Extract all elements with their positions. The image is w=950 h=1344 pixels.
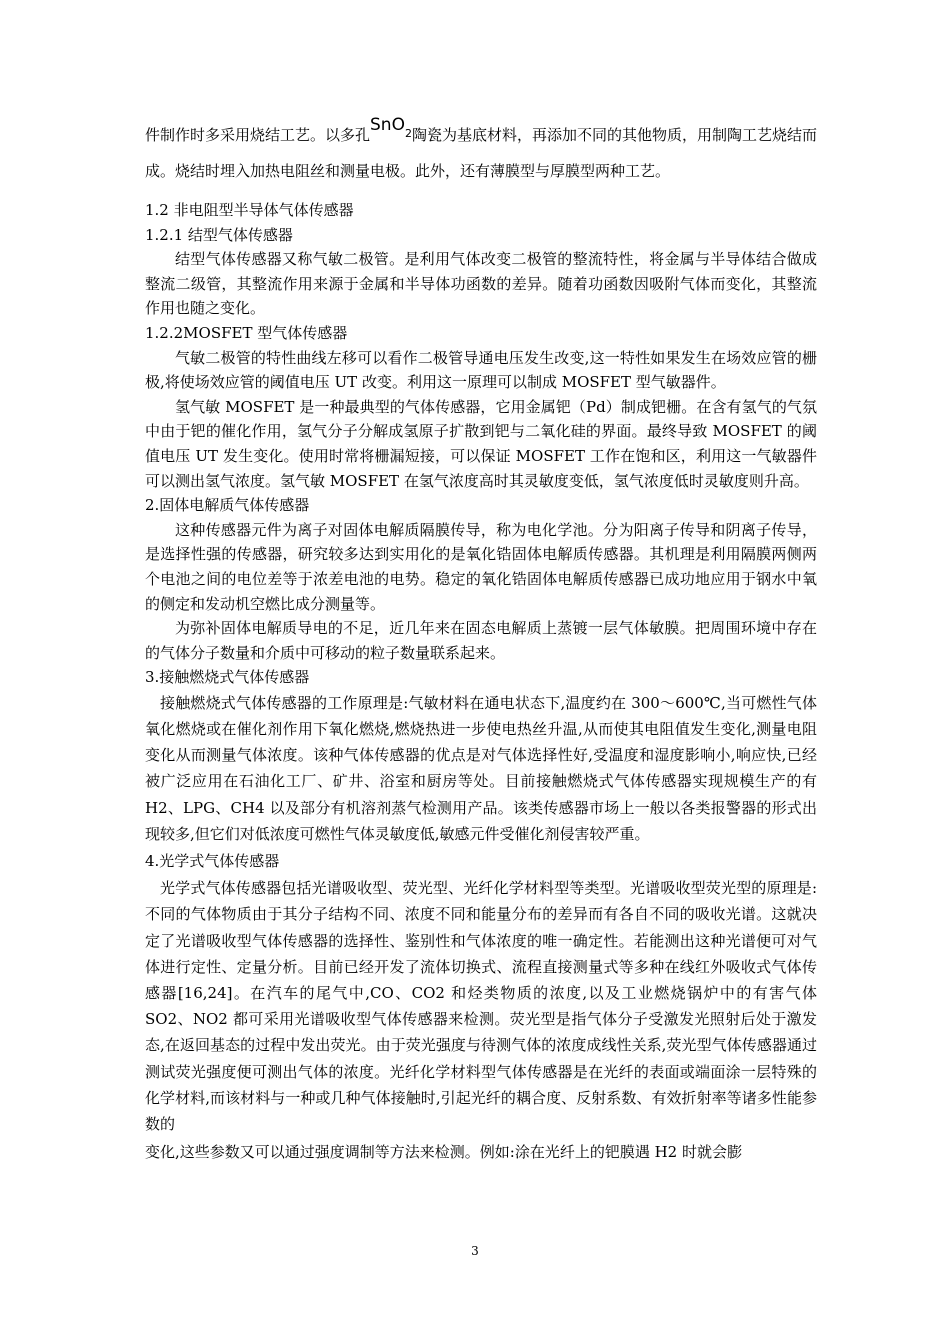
page-number: 3 xyxy=(471,1244,479,1258)
paragraph-junction-sensor: 结型气体传感器又称气敏二极管。是利用气体改变二极管的整流特性，将金属与半导体结合做成整流二级管，其整流作用来源于金属和半导体功函数的差异。随着功函数因吸附气体而变化，其整流作用也随之变化。 xyxy=(145,250,817,318)
formula-main: SnO xyxy=(370,115,405,135)
paragraph-text: 件制作时多采用烧结工艺。以多孔 xyxy=(145,126,371,144)
heading-1-2-2: 1.2.2MOSFET 型气体传感器 xyxy=(145,323,348,342)
paragraph-mosfet-principle: 气敏二极管的特性曲线左移可以看作二极管导通电压发生改变,这一特性如果发生在场效应管的栅极,将使场效应管的阈值电压 UT 改变。利用这一原理可以制成 MOSFET 型气敏器件。 xyxy=(145,348,817,392)
heading-3: 3.接触燃烧式气体传感器 xyxy=(145,668,310,687)
formula-subscript: 2 xyxy=(404,127,412,140)
paragraph-solid-electrolyte-film: 为弥补固体电解质导电的不足，近几年来在固态电解质上蒸镀一层气体敏膜。把周围环境中存在的气体分子数量和介质中可移动的粒子数量联系起来。 xyxy=(145,619,817,662)
heading-1-2: 1.2 非电阻型半导体气体传感器 xyxy=(145,201,354,219)
paragraph-hydrogen-mosfet: 氢气敏 MOSFET 是一种最典型的气体传感器，它用金属钯（Pd）制成钯栅。在含有氢气的气氛中由于钯的催化作用，氢气分子分解成氢原子扩散到钯与二氧化硅的界面。最终导致 MOSFET 的阈值电压 UT 发生变化。使用时常将栅漏短接，可以保证 MOSFET 工作在饱和区，利用这一气敏器件可以测出氢气浓度。氢气敏 MOSFET 在氢气浓度高时其灵敏度变低，氢气浓度低时灵敏度则升高。 xyxy=(145,397,817,490)
heading-1-2-1: 1.2.1 结型气体传感器 xyxy=(145,225,293,244)
paragraph-sintering xyxy=(145,115,817,188)
paragraph-optical-continued: 变化,这些参数又可以通过强度调制等方法来检测。例如:涂在光纤上的钯膜遇 H2 时就会膨 xyxy=(145,1143,742,1162)
heading-4: 4.光学式气体传感器 xyxy=(145,852,280,871)
paragraph-text: 陶瓷为基底材料，再添加不同的其他物质，用制陶工艺烧结而成。烧结时埋入加热电阻丝和测量电极。此外，还有薄膜型与厚膜型两种工艺。 xyxy=(145,126,817,180)
paragraph-solid-electrolyte: 这种传感器元件为离子对固体电解质隔膜传导，称为电化学池。分为阳离子传导和阴离子传导，是选择性强的传感器，研究较多达到实用化的是氧化锆固体电解质传感器。其机理是利用隔膜两侧两个电池之间的电位差等于浓差电池的电势。稳定的氧化锆固体电解质传感器已成功地应用于钢水中氧的侧定和发动机空燃比成分测量等。 xyxy=(145,520,817,613)
formula-sno2 xyxy=(370,115,412,154)
heading-2: 2.固体电解质气体传感器 xyxy=(145,496,310,515)
document-body xyxy=(145,115,817,1167)
paragraph-catalytic-combustion: 接触燃烧式气体传感器的工作原理是:气敏材料在通电状态下,温度约在 300～600℃,当可燃性气体氧化燃烧或在催化剂作用下氧化燃烧,燃烧热进一步使电热丝升温,从而使其电阻值发生变化,测量电阻变化从而测量气体浓度。该种气体传感器的优点是对气体选择性好,受温度和湿度影响小,响应快,已经被广泛应用在石油化工厂、矿井、浴室和厨房等处。目前接触燃烧式气体传感器实现规模生产的有 H2、LPG、CH4 以及部分有机溶剂蒸气检测用产品。该类传感器市场上一般以各类报警器的形式出现较多,但它们对低浓度可燃性气体灵敏度低,敏感元件受催化剂侵害较严重。 xyxy=(145,693,817,843)
paragraph-optical-sensor: 光学式气体传感器包括光谱吸收型、荧光型、光纤化学材料型等类型。光谱吸收型荧光型的原理是:不同的气体物质由于其分子结构不同、浓度不同和能量分布的差异而有各自不同的吸收光谱。这就决定了光谱吸收型气体传感器的选择性、鉴别性和气体浓度的唯一确定性。若能测出这种光谱便可对气体进行定性、定量分析。目前已经开发了流体切换式、流程直接测量式等多种在线红外吸收式气体传感器[16,24]。在汽车的尾气中,CO、CO2 和烃类物质的浓度,以及工业燃烧锅炉中的有害气体 SO2、NO2 都可采用光谱吸收型气体传感器来检测。荧光型是指气体分子受激发光照射后处于激发态,在返回基态的过程中发出荧光。由于荧光强度与待测气体的浓度成线性关系,荧光型气体传感器通过测试荧光强度便可测出气体的浓度。光纤化学材料型气体传感器是在光纤的表面或端面涂一层特殊的化学材料,而该材料与一种或几种气体接触时,引起光纤的耦合度、反射系数、有效折射率等诸多性能参数的 xyxy=(145,879,817,1133)
